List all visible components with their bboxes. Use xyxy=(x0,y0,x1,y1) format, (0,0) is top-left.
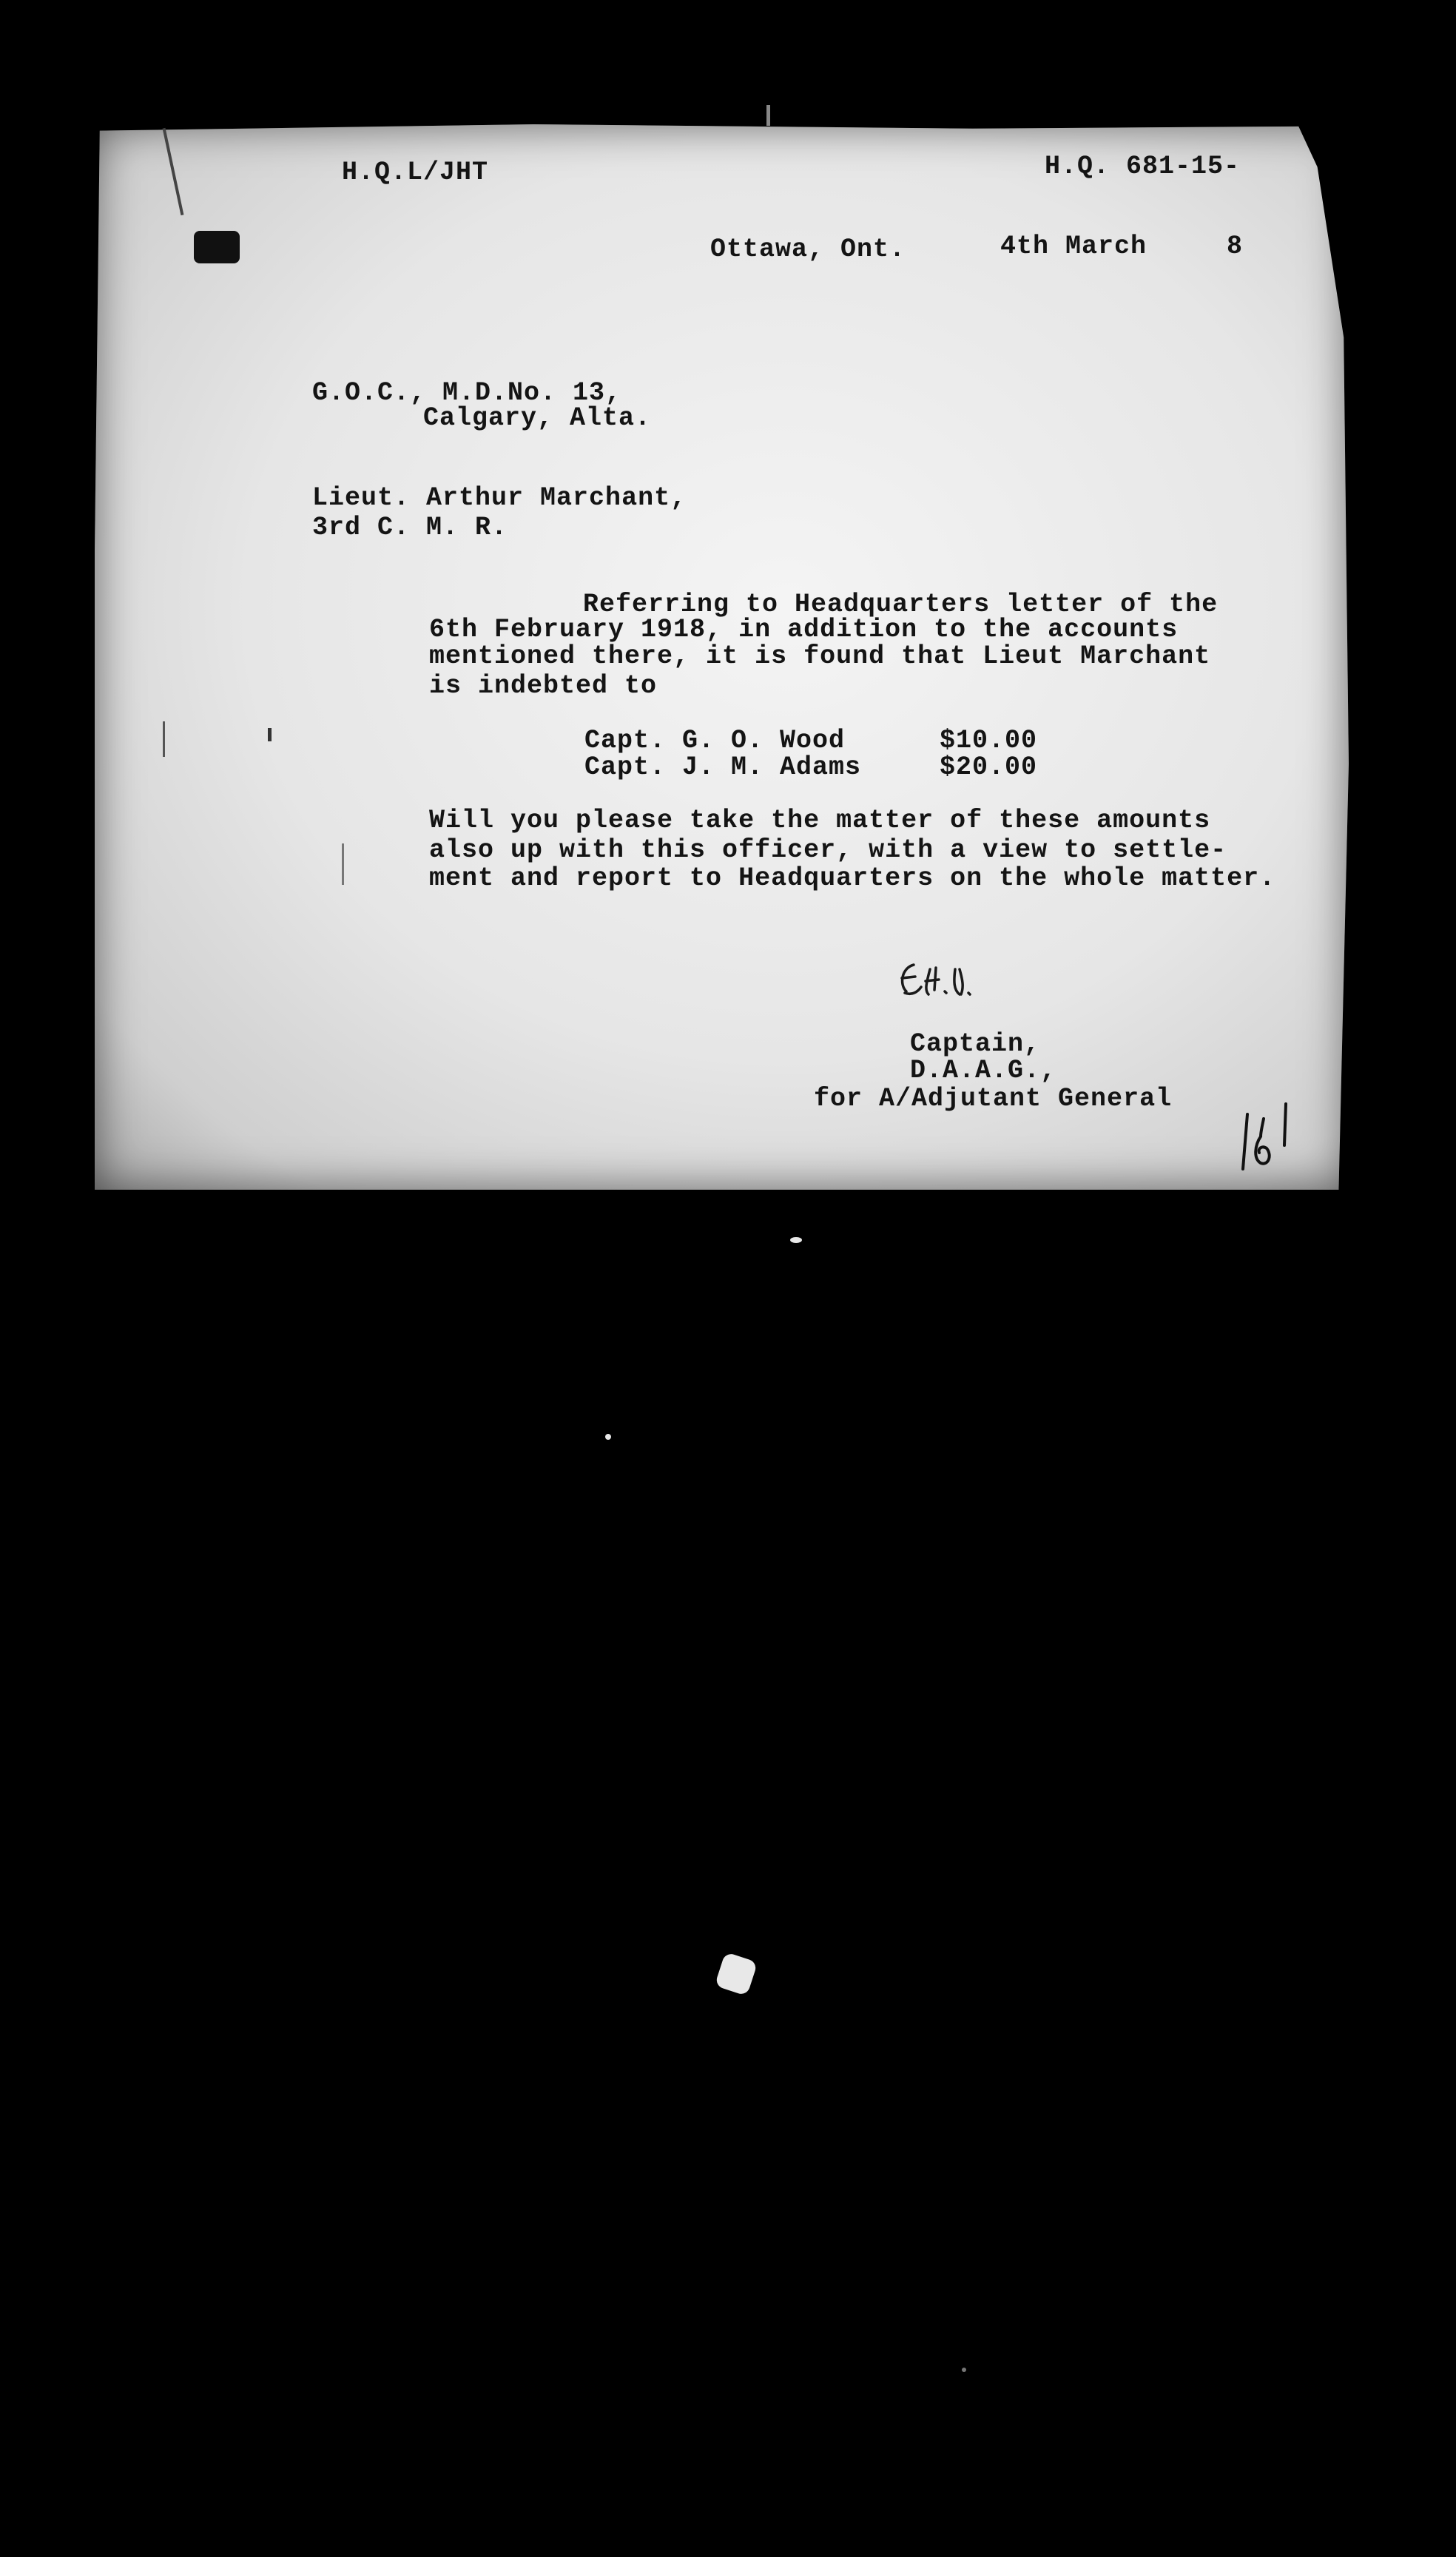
handwritten-page-number xyxy=(1234,1094,1330,1175)
date: 4th March xyxy=(1000,232,1147,261)
file-reference-left: H.Q.L/JHT xyxy=(342,158,489,187)
debt-amount: $10.00 xyxy=(940,726,1038,755)
scan-speck xyxy=(605,1434,611,1440)
place: Ottawa, Ont. xyxy=(710,235,906,264)
subject-line-2: 3rd C. M. R. xyxy=(312,513,508,542)
scan-speck xyxy=(962,2368,966,2372)
addressee-line-2: Calgary, Alta. xyxy=(423,403,652,433)
signature-title: D.A.A.G., xyxy=(910,1056,1057,1085)
fold-mark xyxy=(163,721,165,757)
debt-creditor: Capt. J. M. Adams xyxy=(584,752,862,782)
body-line: 6th February 1918, in addition to the accounts xyxy=(429,615,1179,644)
debt-amount: $20.00 xyxy=(940,752,1038,782)
body-line: Will you please take the matter of these amounts xyxy=(429,806,1211,835)
body-line: also up with this officer, with a view to settle- xyxy=(429,835,1227,865)
file-reference-right: H.Q. 681-15- xyxy=(1045,152,1241,181)
body-line: Referring to Headquarters letter of the xyxy=(583,590,1219,619)
debt-creditor: Capt. G. O. Wood xyxy=(584,726,846,755)
body-line: is indebted to xyxy=(429,671,658,701)
signature-rank: Captain, xyxy=(910,1029,1041,1059)
scan-speck xyxy=(790,1237,802,1243)
fold-mark xyxy=(766,105,770,126)
addressee-line-1: G.O.C., M.D.No. 13, xyxy=(312,378,622,408)
signature-for-line: for A/Adjutant General xyxy=(814,1084,1173,1114)
body-line: ment and report to Headquarters on the whole matter. xyxy=(429,863,1276,893)
fold-mark xyxy=(268,728,272,741)
body-line: mentioned there, it is found that Lieut Marchant xyxy=(429,641,1211,671)
handwritten-initials xyxy=(892,947,1010,1021)
year-suffix: 8 xyxy=(1227,232,1244,261)
ink-blot xyxy=(194,231,240,263)
subject-line-1: Lieut. Arthur Marchant, xyxy=(312,483,687,513)
fold-mark xyxy=(342,843,344,885)
